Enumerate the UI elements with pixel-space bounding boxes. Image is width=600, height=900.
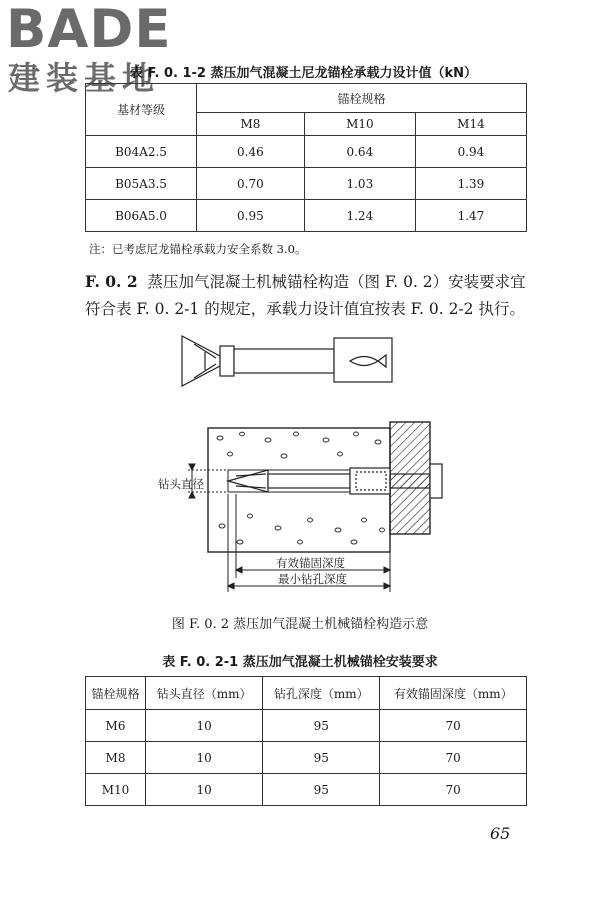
table1-caption: 表 F. 0. 1-2 蒸压加气混凝土尼龙锚栓承载力设计值（kN） <box>130 66 478 81</box>
label-drill-diameter: 钻头直径 <box>158 477 204 491</box>
cell: M10 <box>86 774 146 806</box>
cell: 10 <box>145 774 262 806</box>
logo-subtitle: 建装基地 <box>8 59 161 97</box>
section-line-1 <box>85 268 535 296</box>
page-number: 65 <box>490 824 511 843</box>
section-number: F. 0. 2 <box>85 272 138 291</box>
cell: 70 <box>380 774 527 806</box>
cell: 95 <box>263 774 380 806</box>
section-line-2: 符合表 F. 0. 2-1 的规定，承载力设计值宜按表 F. 0. 2-2 执行。 <box>85 300 525 318</box>
table-row <box>86 710 527 742</box>
header-cell: 钻头直径（mm） <box>145 677 262 710</box>
header-size: M10 <box>304 113 415 136</box>
cell: 95 <box>263 710 380 742</box>
table-row <box>86 742 527 774</box>
table-row <box>86 774 527 806</box>
table-anchor-capacity <box>85 83 527 232</box>
label-min-depth: 最小钻孔深度 <box>278 572 347 586</box>
header-anchor-spec: 锚栓规格 <box>197 84 527 113</box>
section-f02 <box>85 268 535 323</box>
cell-value: 0.94 <box>415 136 526 168</box>
cell: 10 <box>145 710 262 742</box>
header-size: M8 <box>197 113 305 136</box>
header-cell: 钻孔深度（mm） <box>263 677 380 710</box>
anchor-illustration <box>182 336 392 386</box>
cell: 95 <box>263 742 380 774</box>
cell: M8 <box>86 742 146 774</box>
cell-value: 0.46 <box>197 136 305 168</box>
table1-note: 注：已考虑尼龙锚栓承载力安全系数 3.0。 <box>89 242 307 256</box>
logo-wordmark: BADE <box>6 0 172 60</box>
cell-value: 0.95 <box>197 200 305 232</box>
cell-value: 0.64 <box>304 136 415 168</box>
table-row <box>86 200 527 232</box>
cell-value: 1.03 <box>304 168 415 200</box>
cell-value: 0.70 <box>197 168 305 200</box>
figure-caption: 图 F. 0. 2 蒸压加气混凝土机械锚栓构造示意 <box>171 617 429 632</box>
cell-grade: B06A5.0 <box>86 200 197 232</box>
cell-grade: B04A2.5 <box>86 136 197 168</box>
cell: 10 <box>145 742 262 774</box>
cell-value: 1.47 <box>415 200 526 232</box>
section-text: 蒸压加气混凝土机械锚栓构造（图 F. 0. 2）安装要求宜 <box>147 273 526 291</box>
header-size: M14 <box>415 113 526 136</box>
header-cell: 锚栓规格 <box>86 677 146 710</box>
table-row <box>86 136 527 168</box>
header-cell: 有效锚固深度（mm） <box>380 677 527 710</box>
table-install-requirements <box>85 676 527 806</box>
header-base-grade: 基材等级 <box>86 84 197 136</box>
cell-grade: B05A3.5 <box>86 168 197 200</box>
cell: 70 <box>380 710 527 742</box>
cell: M6 <box>86 710 146 742</box>
table-row <box>86 168 527 200</box>
cell-value: 1.39 <box>415 168 526 200</box>
cell-value: 1.24 <box>304 200 415 232</box>
anchor-diagram <box>150 330 450 605</box>
cell: 70 <box>380 742 527 774</box>
table2-caption: 表 F. 0. 2-1 蒸压加气混凝土机械锚栓安装要求 <box>162 655 438 670</box>
label-effective-depth: 有效锚固深度 <box>276 556 345 570</box>
